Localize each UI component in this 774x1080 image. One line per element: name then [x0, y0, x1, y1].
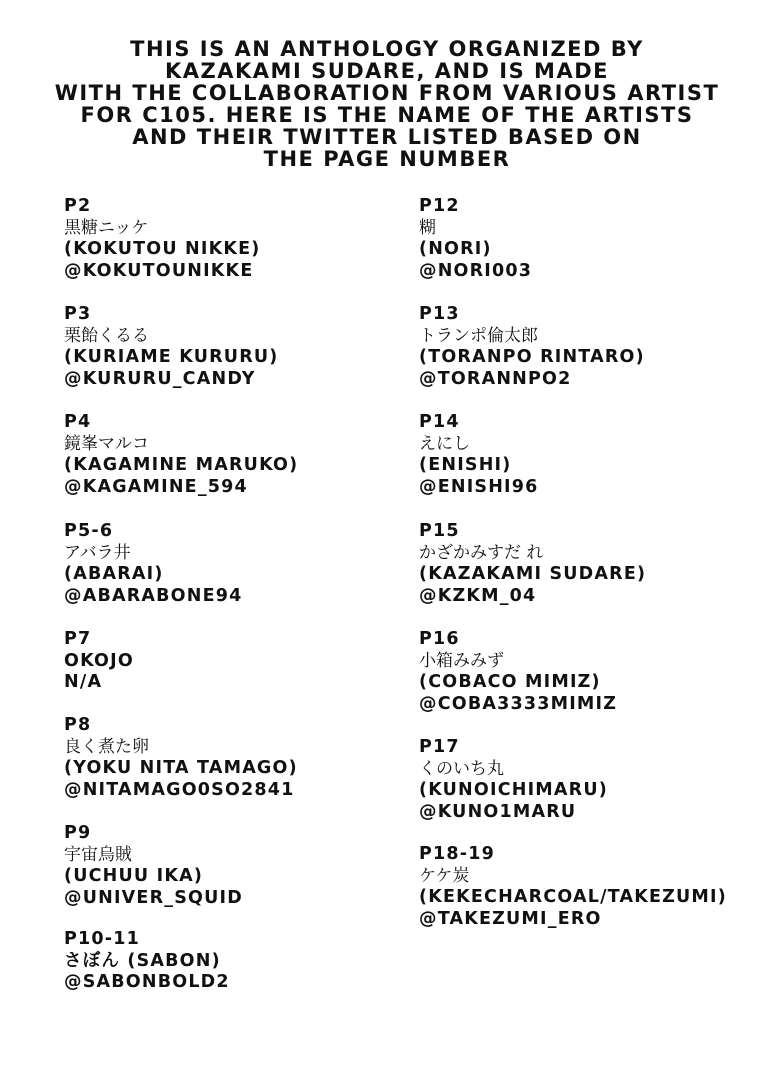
twitter-handle: @NITAMAGO0SO2841 [64, 779, 295, 800]
credit-entry-p3 [64, 304, 394, 390]
artist-japanese-name: 栗飴くるる [64, 325, 149, 346]
page-number: P16 [419, 629, 460, 649]
intro-line: WITH THE COLLABORATION FROM VARIOUS ARTIST [54, 81, 720, 105]
artist-romaji-name: (UCHUU IKA) [64, 866, 204, 886]
artist-japanese-name: くのいち丸 [419, 758, 504, 779]
artist-japanese-name: アバラ井 [64, 542, 131, 563]
intro-line: FOR C105. HERE IS THE NAME OF THE ARTISTS [80, 103, 694, 127]
artist-romaji-name: (ABARAI) [64, 564, 164, 584]
credit-entry-p8 [64, 715, 394, 801]
intro-line: THIS IS AN ANTHOLOGY ORGANIZED BY [130, 37, 644, 61]
artist-romaji-name: (ENISHI) [419, 455, 512, 475]
credit-entry-p18-19 [419, 844, 764, 930]
page-number: P14 [419, 412, 460, 432]
page-number: P17 [419, 737, 460, 757]
artist-japanese-name: 糊 [419, 217, 436, 238]
page-number: P10-11 [64, 929, 140, 949]
credit-entry-p9 [64, 823, 394, 909]
page-number: P8 [64, 715, 92, 735]
credit-entry-p10-11 [64, 929, 394, 994]
credit-entry-p12 [419, 196, 764, 282]
page-number: P4 [64, 412, 92, 432]
credit-entry-p7 [64, 629, 394, 694]
page-number: P9 [64, 823, 92, 843]
artist-romaji-name: (YOKU NITA TAMAGO) [64, 758, 298, 778]
twitter-handle: @ENISHI96 [419, 476, 539, 497]
credit-entry-p14 [419, 412, 764, 498]
artist-romaji-name: (KAZAKAMI SUDARE) [419, 564, 647, 584]
page-number: P7 [64, 629, 92, 649]
page-number: P13 [419, 304, 460, 324]
page-number: P5-6 [64, 521, 114, 541]
twitter-handle: @KOKUTOUNIKKE [64, 260, 254, 281]
twitter-handle: @ABARABONE94 [64, 585, 243, 606]
credit-entry-p15 [419, 521, 764, 607]
page-number: P18-19 [419, 844, 495, 864]
credit-entry-p16 [419, 629, 764, 715]
intro-paragraph [40, 38, 734, 170]
page-number: P2 [64, 196, 92, 216]
twitter-handle: N/A [64, 672, 103, 692]
artist-romaji-name: (NORI) [419, 239, 492, 259]
twitter-handle: @KUNO1MARU [419, 801, 577, 822]
intro-line: AND THEIR TWITTER LISTED BASED ON [132, 125, 642, 149]
artist-japanese-name: 良く煮た卵 [64, 736, 149, 757]
artist-japanese-name: 宇宙烏賊 [64, 844, 132, 865]
twitter-handle: @KZKM_04 [419, 585, 537, 606]
twitter-handle: @TORANNPO2 [419, 368, 572, 389]
artist-romaji-name: (COBACO MIMIZ) [419, 672, 601, 692]
twitter-handle: @TAKEZUMI_ERO [419, 908, 602, 929]
artist-japanese-name: トランポ倫太郎 [419, 325, 538, 346]
credit-entry-p13 [419, 304, 764, 390]
artist-japanese-name: 黒糖ニッケ [64, 217, 149, 238]
artist-name: さぼん (SABON) [64, 950, 221, 971]
artist-name: OKOJO [64, 650, 134, 671]
intro-line: THE PAGE NUMBER [263, 147, 511, 171]
artist-japanese-name: ケケ炭 [419, 865, 470, 886]
page-number: P3 [64, 304, 92, 324]
page-number: P15 [419, 521, 460, 541]
intro-line: KAZAKAMI SUDARE, AND IS MADE [165, 59, 609, 83]
artist-japanese-name: えにし [419, 433, 470, 454]
artist-romaji-name: (KUNOICHIMARU) [419, 780, 608, 800]
twitter-handle: @NORI003 [419, 260, 533, 281]
artist-romaji-name: (KURIAME KURURU) [64, 347, 279, 367]
twitter-handle: @COBA3333MIMIZ [419, 693, 618, 714]
twitter-handle: @KAGAMINE_594 [64, 476, 248, 497]
twitter-handle: @KURURU_CANDY [64, 368, 256, 389]
page-number: P12 [419, 196, 460, 216]
credit-entry-p4 [64, 412, 394, 498]
artist-romaji-name: (KOKUTOU NIKKE) [64, 239, 261, 259]
credit-entry-p2 [64, 196, 394, 282]
artist-japanese-name: 鏡峯マルコ [64, 433, 149, 454]
credit-entry-p17 [419, 737, 764, 823]
artist-romaji-name: (KAGAMINE MARUKO) [64, 455, 299, 475]
credit-entry-p5-6 [64, 521, 394, 607]
artist-japanese-name: 小箱みみず [419, 650, 504, 671]
artist-romaji-name: (TORANPO RINTARO) [419, 347, 645, 367]
artist-romaji-name: (KEKECHARCOAL/TAKEZUMI) [419, 887, 727, 907]
twitter-handle: @UNIVER_SQUID [64, 887, 243, 908]
twitter-handle: @SABONBOLD2 [64, 972, 230, 992]
artist-japanese-name: かざかみすだ れ [419, 542, 544, 563]
